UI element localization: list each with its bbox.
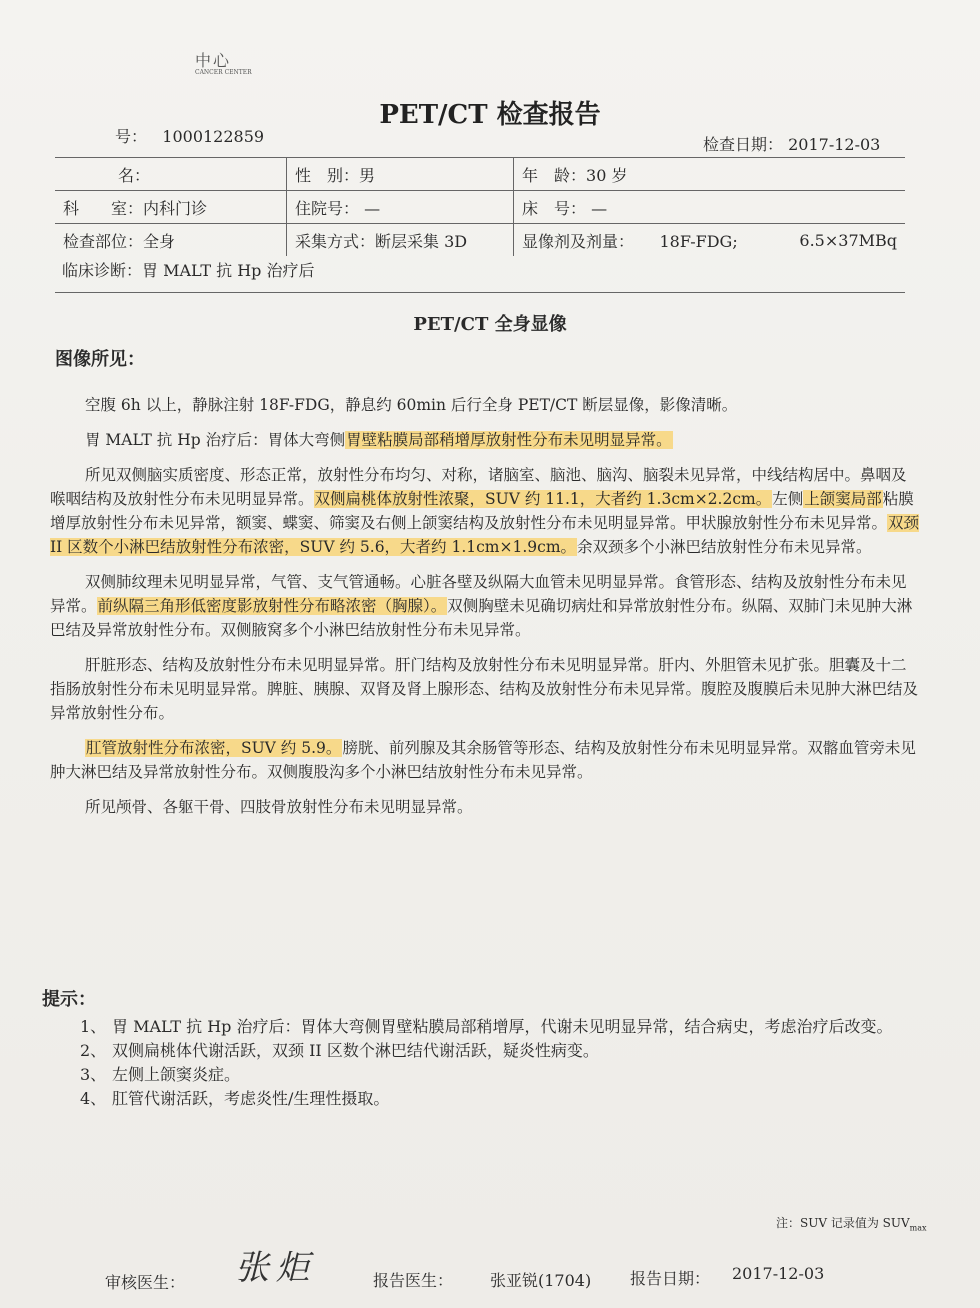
- reviewer-signature: 张 炬: [235, 1248, 308, 1288]
- report-title: PET/CT 检查报告: [379, 100, 601, 130]
- tips-heading: 提示：: [42, 989, 96, 1010]
- clinical-diagnosis: [62, 258, 315, 281]
- tip-number: 3、: [80, 1065, 107, 1084]
- site-cell: [55, 224, 287, 257]
- ward-cell: [287, 191, 514, 224]
- sex-label: 性 别：: [295, 165, 360, 185]
- name-label: 名：: [118, 165, 151, 185]
- tip-item: [80, 1087, 940, 1111]
- p3-text-b: 左侧: [772, 490, 804, 508]
- site-value: 全身: [143, 231, 176, 251]
- logo-en-text: CANCER CENTER: [195, 69, 252, 76]
- patient-id: [115, 124, 264, 147]
- highlight-maxillary: 上颌窦局部: [804, 490, 882, 508]
- findings-body: [50, 393, 920, 830]
- site-label: 检查部位：: [63, 231, 144, 251]
- method-value: 断层采集 3D: [375, 231, 468, 251]
- method-cell: [287, 224, 514, 257]
- highlight-anal-canal: 肛管放射性分布浓密，SUV 约 5.9。: [86, 739, 342, 757]
- highlight-thymus: 前纵隔三角形低密度影放射性分布略浓密（胸腺）。: [97, 597, 447, 615]
- exam-date-label: 检查日期：: [703, 135, 784, 154]
- tip-text: 胃 MALT 抗 Hp 治疗后：胃体大弯侧胃壁粘膜局部稍增厚，代谢未见明显异常，结合病史，考虑治疗后改变。: [112, 1017, 893, 1036]
- ward-value: —: [364, 198, 381, 218]
- tip-item: [80, 1063, 940, 1087]
- report-date-label: 报告日期：: [630, 1269, 711, 1288]
- p3-text-c: 粘膜增厚放射性分布未见异常，额窦、蝶窦、筛窦及右侧上颌窦结构及放射性分布未见明显异常。甲状腺放射性分布未见异常。: [50, 490, 914, 532]
- tip-number: 4、: [80, 1089, 107, 1108]
- findings-paragraph-2: [50, 428, 920, 452]
- age-cell: [514, 158, 906, 191]
- tip-item: [80, 1039, 940, 1063]
- findings-heading: 图像所见：: [55, 349, 145, 370]
- reviewer-label: 审核医生：: [105, 1273, 186, 1292]
- highlight-neck-nodes: 双颈 II 区数个小淋巴结放射性分布浓密，SUV 约 5.6，大者约 1.1cm×1.9cm。: [50, 514, 920, 556]
- p3-text-a: 所见双侧脑实质密度、形态正常，放射性分布均匀、对称，诸脑室、脑池、脑沟、脑裂未见异常，中线结构居中。鼻咽及喉咽结构及放射性分布未见明显异常。: [50, 466, 907, 508]
- findings-paragraph-6: [50, 736, 920, 784]
- logo-cn-text: 中心: [195, 51, 232, 70]
- agent-cell: [514, 224, 791, 257]
- bed-cell: [514, 191, 906, 224]
- diagnosis-label: 临床诊断：: [62, 261, 143, 280]
- reporter-label: 报告医生：: [373, 1271, 454, 1290]
- agent-label: 显像剂及剂量：: [522, 231, 635, 251]
- p6-text: 膀胱、前列腺及其余肠管等形态、结构及放射性分布未见明显异常。双髂血管旁未见肿大淋巴结及异常放射性分布。双侧腹股沟多个小淋巴结放射性分布未见异常。: [50, 739, 916, 781]
- p3-text-d: 余双颈多个小淋巴结放射性分布未见异常。: [577, 538, 872, 556]
- dept-cell: [55, 191, 287, 224]
- dept-label: 科 室：: [63, 198, 144, 218]
- p4-text-a: 双侧肺纹理未见明显异常，气管、支气管通畅。心脏各壁及纵隔大血管未见明显异常。食管形态、结构及放射性分布未见异常。: [50, 573, 907, 615]
- patient-info-table: [55, 157, 905, 256]
- findings-paragraph-7: 所见颅骨、各躯干骨、四肢骨放射性分布未见明显异常。: [85, 798, 473, 816]
- bed-label: 床 号：: [522, 198, 587, 218]
- agent-value: 18F-FDG;: [659, 231, 738, 251]
- dose-value: 6.5×37MBq: [799, 230, 897, 250]
- suv-note-sub: max: [909, 1223, 927, 1233]
- method-label: 采集方式：: [295, 231, 376, 251]
- tips-list: [80, 1015, 940, 1111]
- sex-value: 男: [359, 165, 376, 185]
- p4-text-b: 双侧胸壁未见确切病灶和异常放射性分布。纵隔、双肺门未见肿大淋巴结及异常放射性分布。双侧腋窝多个小淋巴结放射性分布未见异常。: [50, 597, 913, 639]
- tip-number: 2、: [80, 1041, 107, 1060]
- hospital-logo: [195, 48, 252, 76]
- table-bottom-rule: [55, 292, 905, 293]
- findings-paragraph-3: [50, 463, 920, 559]
- tip-text: 左侧上颌窦炎症。: [112, 1065, 241, 1084]
- bed-value: —: [591, 198, 608, 218]
- age-label: 年 龄：: [522, 165, 587, 185]
- sex-cell: [287, 158, 514, 191]
- findings-paragraph-5: 肝脏形态、结构及放射性分布未见明显异常。肝门结构及放射性分布未见明显异常。肝内、外胆管未见扩张。胆囊及十二指肠放射性分布未见明显异常。脾脏、胰腺、双肾及肾上腺形态、结构及放射性分布未见异常。腹腔及腹膜后未见肿大淋巴结及异常放射性分布。: [50, 656, 919, 722]
- patient-id-label: 号：: [115, 127, 148, 146]
- section-title: PET/CT 全身显像: [413, 314, 567, 335]
- diagnosis-value: 胃 MALT 抗 Hp 治疗后: [142, 261, 315, 280]
- patient-id-value: 1000122859: [162, 127, 265, 146]
- suv-note: [776, 1214, 927, 1232]
- tip-text: 双侧扁桃体代谢活跃，双颈 II 区数个淋巴结代谢活跃，疑炎性病变。: [112, 1041, 599, 1060]
- tip-text: 肛管代谢活跃，考虑炎性/生理性摄取。: [112, 1089, 390, 1108]
- exam-date: [703, 132, 880, 155]
- findings-paragraph-4: [50, 570, 920, 642]
- findings-paragraph-1: 空腹 6h 以上，静脉注射 18F-FDG，静息约 60min 后行全身 PET/CT 断层显像，影像清晰。: [85, 396, 738, 414]
- exam-date-value: 2017-12-03: [788, 135, 881, 154]
- p2-text: 胃 MALT 抗 Hp 治疗后：胃体大弯侧: [85, 431, 346, 449]
- age-value: 30 岁: [586, 165, 628, 185]
- reporter-value: 张亚锐(1704): [490, 1271, 592, 1290]
- highlight-stomach: 胃壁粘膜局部稍增厚放射性分布未见明显异常。: [346, 431, 672, 449]
- tip-item: [80, 1015, 940, 1039]
- ward-label: 住院号：: [295, 198, 360, 218]
- name-cell: [55, 158, 287, 191]
- highlight-tonsil: 双侧扁桃体放射性浓聚，SUV 约 11.1，大者约 1.3cm×2.2cm。: [314, 490, 772, 508]
- tip-number: 1、: [80, 1017, 107, 1036]
- dose-cell: [790, 224, 905, 257]
- suv-note-text: 注：SUV 记录值为 SUV: [776, 1216, 910, 1230]
- report-date-value: 2017-12-03: [732, 1264, 825, 1283]
- dept-value: 内科门诊: [143, 198, 208, 218]
